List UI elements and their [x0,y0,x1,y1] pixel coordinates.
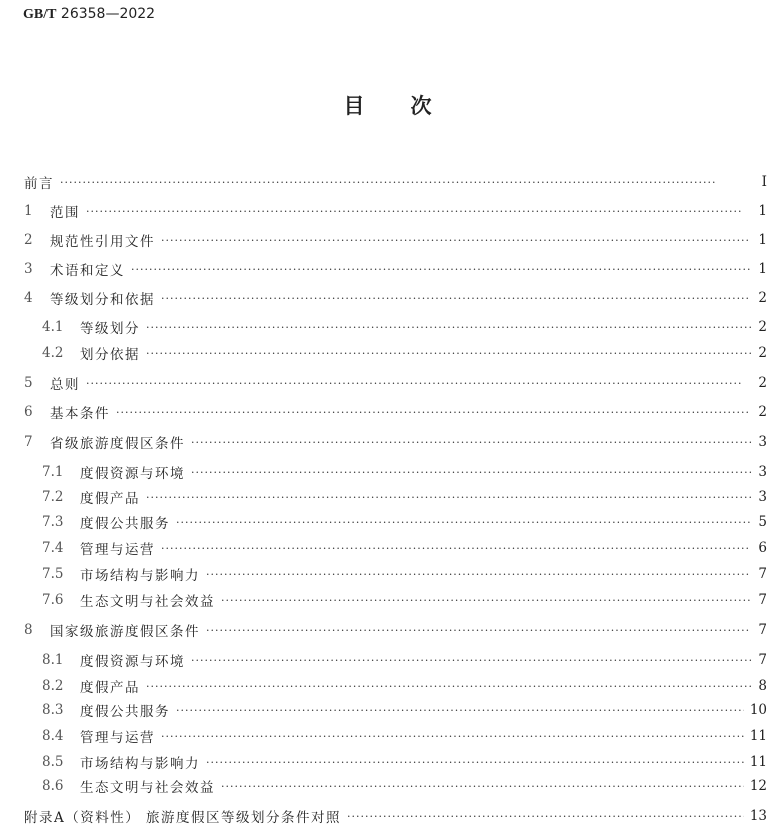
page-number: 2 [758,290,767,306]
dot-leader [146,680,751,693]
section-number: 7.3 [42,514,64,530]
toc-entry[interactable] [24,806,767,826]
toc-entry[interactable] [24,402,767,422]
dot-leader [176,704,744,717]
toc-entry[interactable] [24,288,767,308]
page-number: 1 [758,203,767,219]
section-number: 8.2 [42,678,64,694]
page-number: 3 [758,489,767,505]
page-number: 7 [758,566,767,582]
page-title: 目次 [343,94,478,118]
page-number: 2 [758,375,767,391]
dot-leader [191,466,751,479]
page-number: 3 [758,464,767,480]
section-title: 度假资源与环境 [80,466,185,482]
dot-leader [161,542,751,555]
dot-leader [161,234,751,247]
section-title: 国家级旅游度假区条件 [50,624,200,640]
section-number: 2 [24,232,33,248]
section-number: 7.2 [42,489,64,505]
dot-leader [221,780,744,793]
section-number: 1 [24,203,33,219]
section-title: 度假资源与环境 [80,654,185,670]
section-title: 范围 [50,205,80,221]
section-number: 4.2 [42,345,64,361]
dot-leader [161,292,751,305]
section-number: 8.3 [42,702,64,718]
code-number: 26358—2022 [60,6,156,22]
section-number: 7 [24,434,33,450]
section-number: 7.1 [42,464,64,480]
section-number: 4 [24,290,33,306]
dot-leader [161,730,744,743]
page-number: 13 [749,808,767,824]
toc-entry[interactable] [24,700,767,720]
page-number: 10 [749,702,767,718]
dot-leader [347,810,744,823]
section-number: 8.4 [42,728,64,744]
page-number: 2 [758,345,767,361]
dot-leader [176,516,751,529]
code-prefix: GB/T [23,7,57,22]
dot-leader [191,654,751,667]
section-number: 8 [24,622,33,638]
section-title: 生态文明与社会效益 [80,594,215,610]
section-title: 总则 [50,377,80,393]
toc-entry[interactable] [24,343,767,363]
section-number: 4.1 [42,319,64,335]
section-number: 5 [24,375,33,391]
section-number: 3 [24,261,33,277]
dot-leader [86,377,751,390]
page-number: 7 [758,592,767,608]
section-title: 术语和定义 [50,263,125,279]
section-title: 省级旅游度假区条件 [50,436,185,452]
dot-leader [146,321,751,334]
toc-entry[interactable] [24,201,767,221]
section-title: 划分依据 [80,347,140,363]
toc-entry[interactable] [24,172,767,192]
section-title: 管理与运营 [80,730,155,746]
section-title: 度假公共服务 [80,516,170,532]
toc-entry[interactable] [24,776,767,796]
page-number: 6 [758,540,767,556]
dot-leader [206,624,751,637]
section-number: 7.4 [42,540,64,556]
toc-entry[interactable] [24,230,767,250]
dot-leader [191,436,751,449]
toc-entry[interactable] [24,752,767,772]
dot-leader [131,263,751,276]
section-number: 8.1 [42,652,64,668]
section-number: 7.6 [42,592,64,608]
dot-leader [60,176,751,189]
dot-leader [116,406,751,419]
section-title: 生态文明与社会效益 [80,780,215,796]
page-number: 5 [758,514,767,530]
page-number: 3 [758,434,767,450]
section-title: 规范性引用文件 [50,234,155,250]
section-number: 7.5 [42,566,64,582]
dot-leader [221,594,751,607]
toc-entry[interactable] [24,317,767,337]
section-title: 等级划分 [80,321,140,337]
toc-entry[interactable] [24,564,767,584]
dot-leader [146,491,751,504]
page-number: 7 [758,622,767,638]
section-number: 6 [24,404,33,420]
section-title: 附录A（资料性） 旅游度假区等级划分条件对照 [24,810,342,826]
toc-entry[interactable] [24,487,767,507]
toc-entry[interactable] [24,259,767,279]
page-number: 11 [749,728,767,744]
toc-entry[interactable] [24,650,767,670]
section-title: 前言 [24,176,54,192]
dot-leader [206,756,744,769]
page-number: Ⅰ [761,174,767,190]
page-number: 2 [758,404,767,420]
section-title: 度假公共服务 [80,704,170,720]
toc-entry[interactable] [24,538,767,558]
section-title: 市场结构与影响力 [80,568,200,584]
section-number: 8.6 [42,778,64,794]
toc-entry[interactable] [24,726,767,746]
page-number: 1 [758,232,767,248]
page-number: 8 [758,678,767,694]
toc-entry[interactable] [24,590,767,610]
section-title: 基本条件 [50,406,110,422]
page-number: 2 [758,319,767,335]
page-number: 12 [749,778,767,794]
dot-leader [206,568,751,581]
toc-entry[interactable] [24,512,767,532]
section-title: 度假产品 [80,680,140,696]
toc-entry[interactable] [24,462,767,482]
toc-entry[interactable] [24,676,767,696]
toc-entry[interactable] [24,373,767,393]
section-title: 等级划分和依据 [50,292,155,308]
section-number: 8.5 [42,754,64,770]
page-number: 11 [749,754,767,770]
section-title: 管理与运营 [80,542,155,558]
page-number: 7 [758,652,767,668]
page-number: 1 [758,261,767,277]
toc-entry[interactable] [24,620,767,640]
dot-leader [86,205,751,218]
dot-leader [146,347,751,360]
standard-code [23,6,155,23]
toc-entry[interactable] [24,432,767,452]
section-title: 市场结构与影响力 [80,756,200,772]
section-title: 度假产品 [80,491,140,507]
